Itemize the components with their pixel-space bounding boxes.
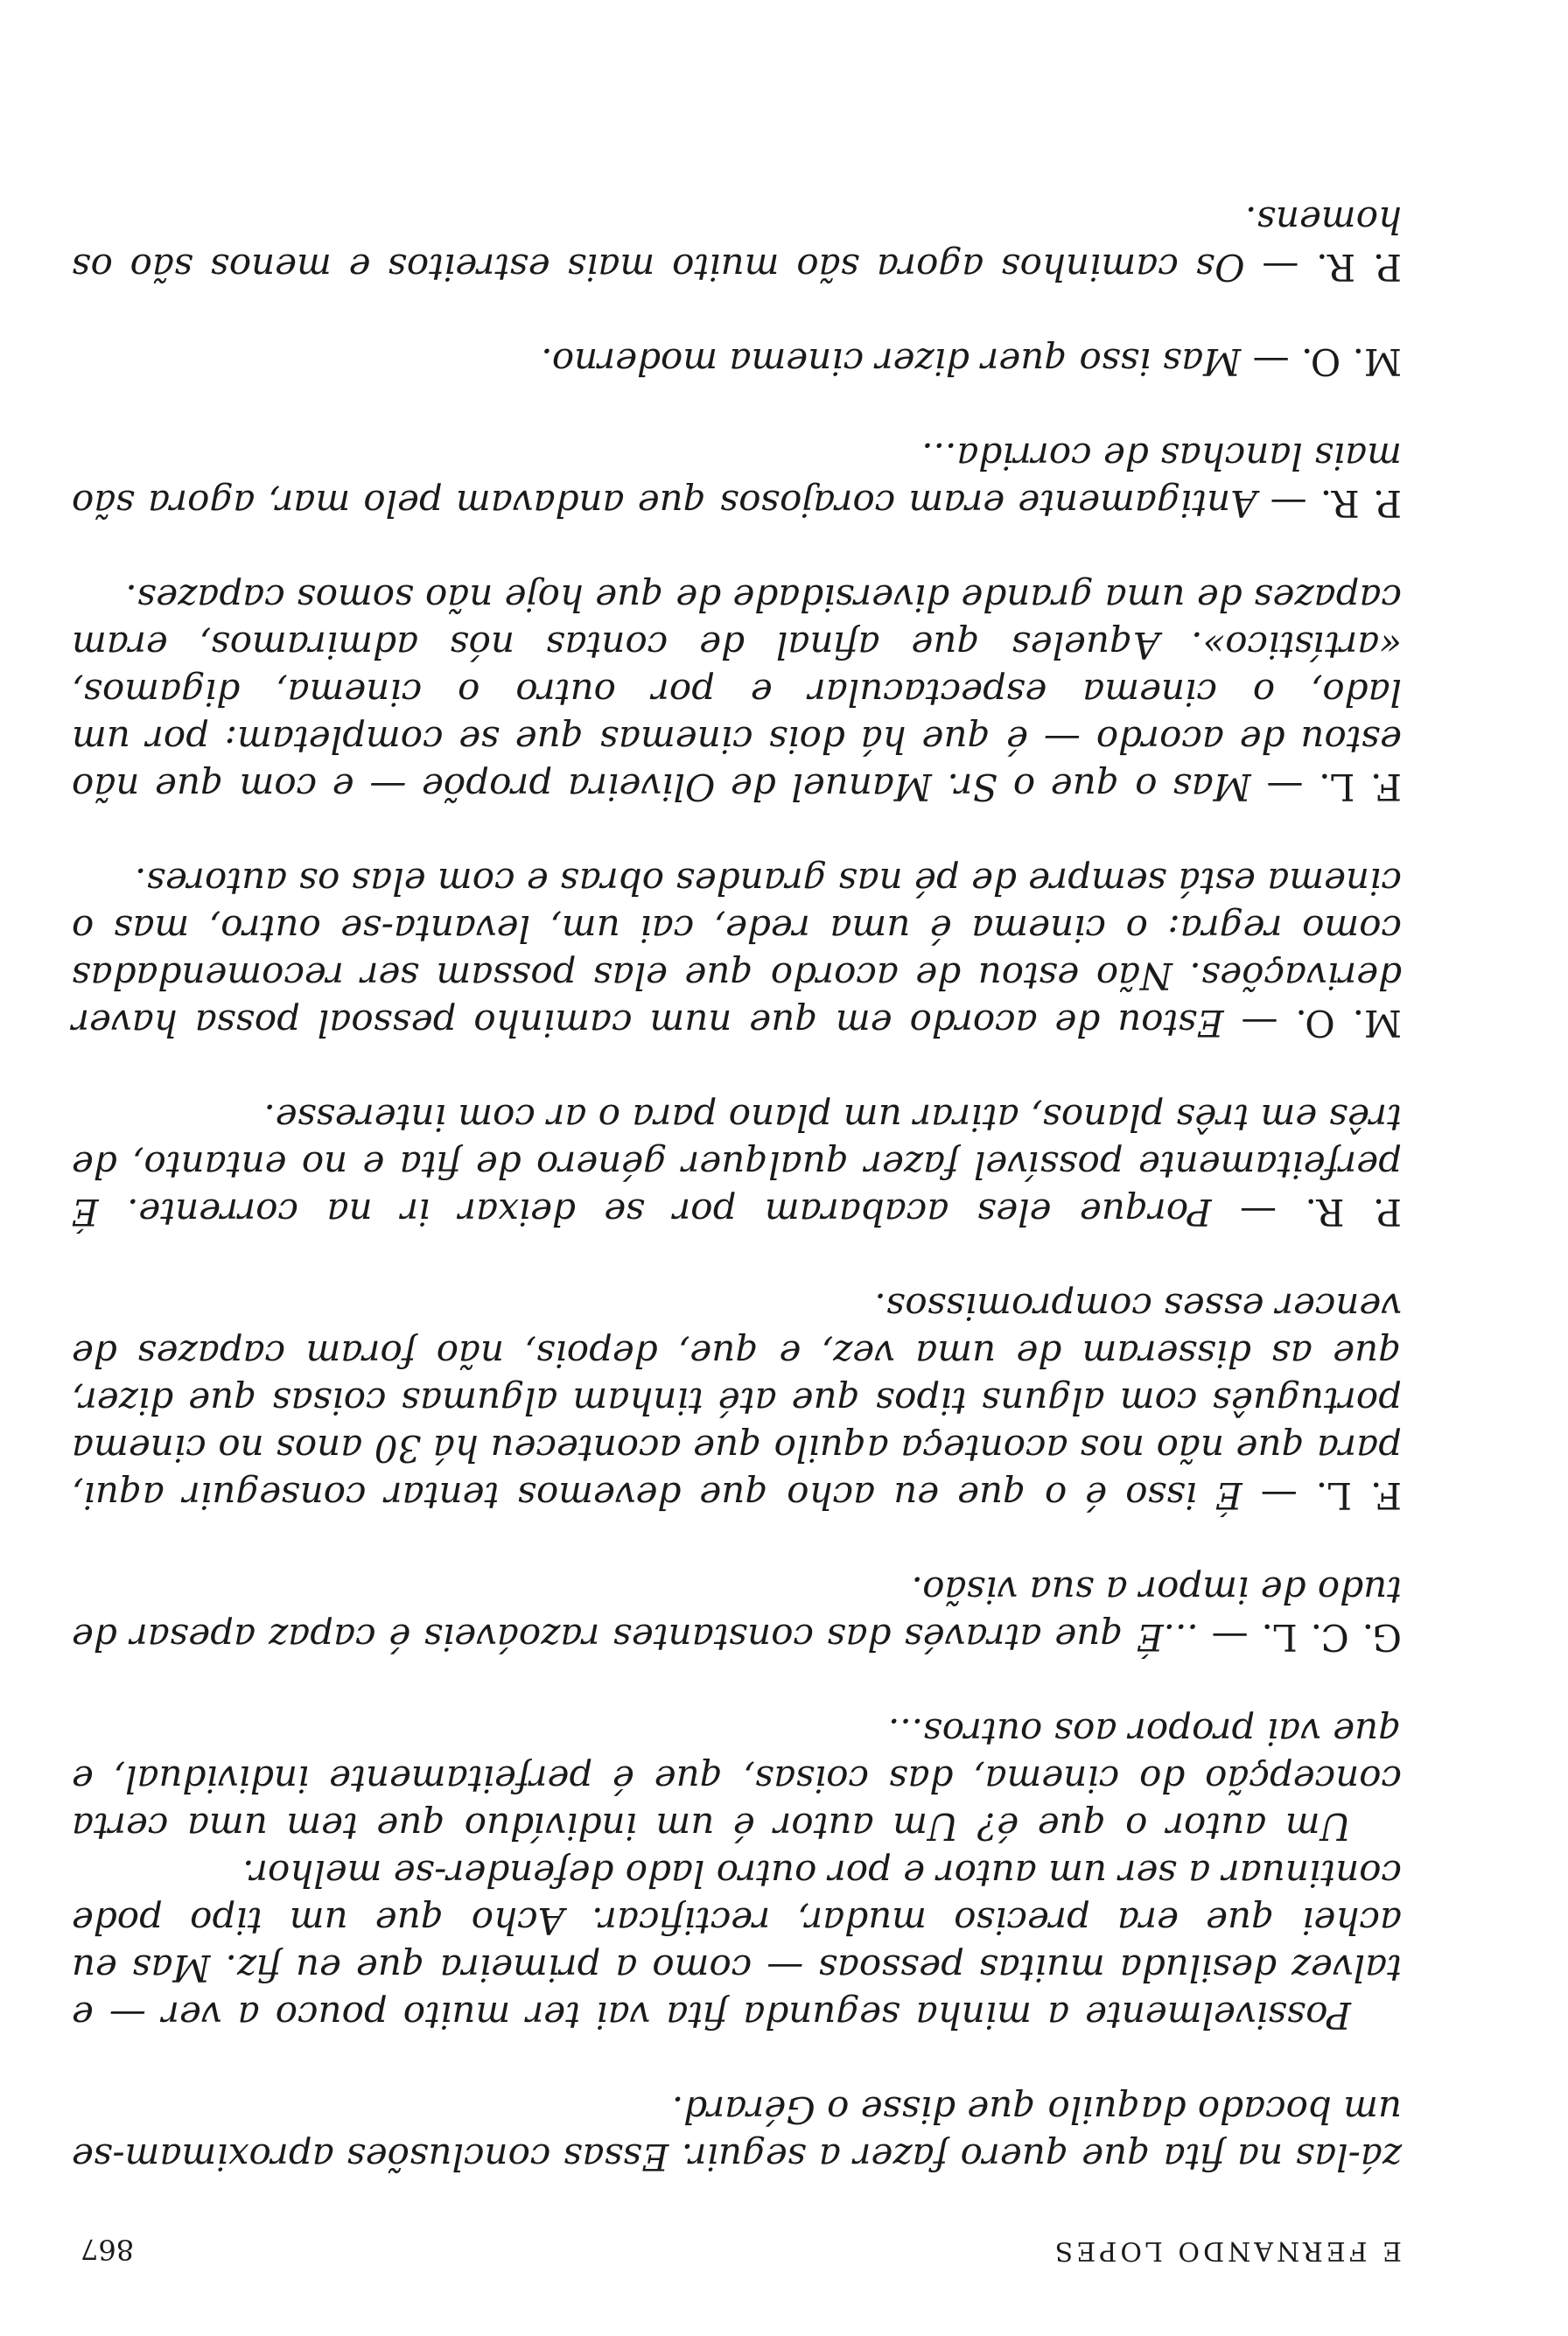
paragraph-text: Possivelmente a minha segunda fita vai ter muito pouco a ver — e talvez desiluda muitas pessoas — como a primeira que eu fiz. Mas eu achei que era preciso mudar, rectificar. Acho que um tipo pode continuar a ser um autor e por outro lado defender-se melhor. — [72, 1852, 1402, 2037]
speaker-label: F. L. — — [1250, 766, 1402, 808]
paragraph-text: Mas o que o Sr. Manuel de Oliveira propõe — e com que não estou de acordo — é que há dois cinemas que se completam: por um lado, o cinema espectacular e por outro o cinema, digamos, «artístico». Aqueles que afinal de contas nós admiramos, eram capazes de uma grande diversidade de que hoje não somos capazes. — [72, 577, 1402, 808]
paragraph-text: ...É que através das constantes razoáveis é capaz apesar de tudo de impor a sua visão. — [72, 1569, 1402, 1659]
paragraph-text: Um autor o que é? Um autor é um indivíduo que tem uma certa concepção do cinema, das coisas, que é perfeitamente individual, e que vai propor aos outros... — [72, 1710, 1402, 1848]
running-head: E FERNANDO LOPES — [1051, 2235, 1402, 2266]
paragraph-text: Antigamente eram corajosos que andavam pelo mar, agora são mais lanchas de corrida... — [71, 435, 1402, 525]
paragraph-text: É isso é o que eu acho que devemos tentar conseguir aqui, para que não nos aconteça aquilo que aconteceu há 30 anos no cinema português com alguns tipos que até tinham algumas coisas que dizer, que as disseram de uma vez, e que, depois, não foram capazes de vencer esses compromissos. — [72, 1285, 1402, 1517]
speaker-label: P. R. — — [1256, 482, 1402, 525]
page-header — [80, 2222, 1402, 2266]
paragraph — [72, 432, 1402, 527]
paragraph — [72, 1094, 1402, 1235]
speaker-label: F. L. — — [1242, 1474, 1402, 1517]
speaker-label: M. O. — — [1241, 340, 1402, 383]
paragraph-text: Estou de acordo em que num caminho pessoal possa haver derivações. Não estou de acordo que elas possam ser recomendadas como regra: o cinema é uma rede, cai um, levanta-se outro, mas o cinema está sempre de pé nas grandes obras e com elas os autores. — [72, 860, 1402, 1045]
paragraph — [72, 1283, 1402, 1519]
paragraph — [72, 574, 1402, 810]
speaker-label: G. C. L. — — [1198, 1616, 1402, 1659]
paragraph — [72, 196, 1402, 290]
paragraph-text: Porque eles acabaram por se deixar ir na corrente. É perfeitamente possível fazer qualquer género de fita e no entanto, de três em três planos, atirar um plano para o ar com interesse. — [72, 1096, 1402, 1234]
page-number: 867 — [80, 2233, 135, 2266]
paragraph-text: zá-las na fita que quero fazer a seguir. Essas conclusões aproximam-se um bocado daquilo que disse o Gérard. — [72, 2088, 1402, 2179]
paragraph — [72, 1566, 1402, 1661]
paragraph-text: Os caminhos agora são muito mais estreitos e menos são os homens. — [71, 199, 1402, 289]
paragraph — [72, 857, 1402, 1046]
paragraph — [72, 2086, 1402, 2180]
paragraph-text: Mas isso quer dizer cinema moderno. — [541, 340, 1242, 383]
speaker-label: P. R. — — [1211, 1191, 1402, 1234]
paragraph — [72, 1850, 1402, 2039]
speaker-label: M. O. — — [1223, 1002, 1402, 1045]
body-text — [72, 149, 1402, 2180]
paragraph — [72, 338, 1402, 385]
speaker-label: P. R. — — [1244, 246, 1402, 289]
paragraph — [72, 1708, 1402, 1850]
